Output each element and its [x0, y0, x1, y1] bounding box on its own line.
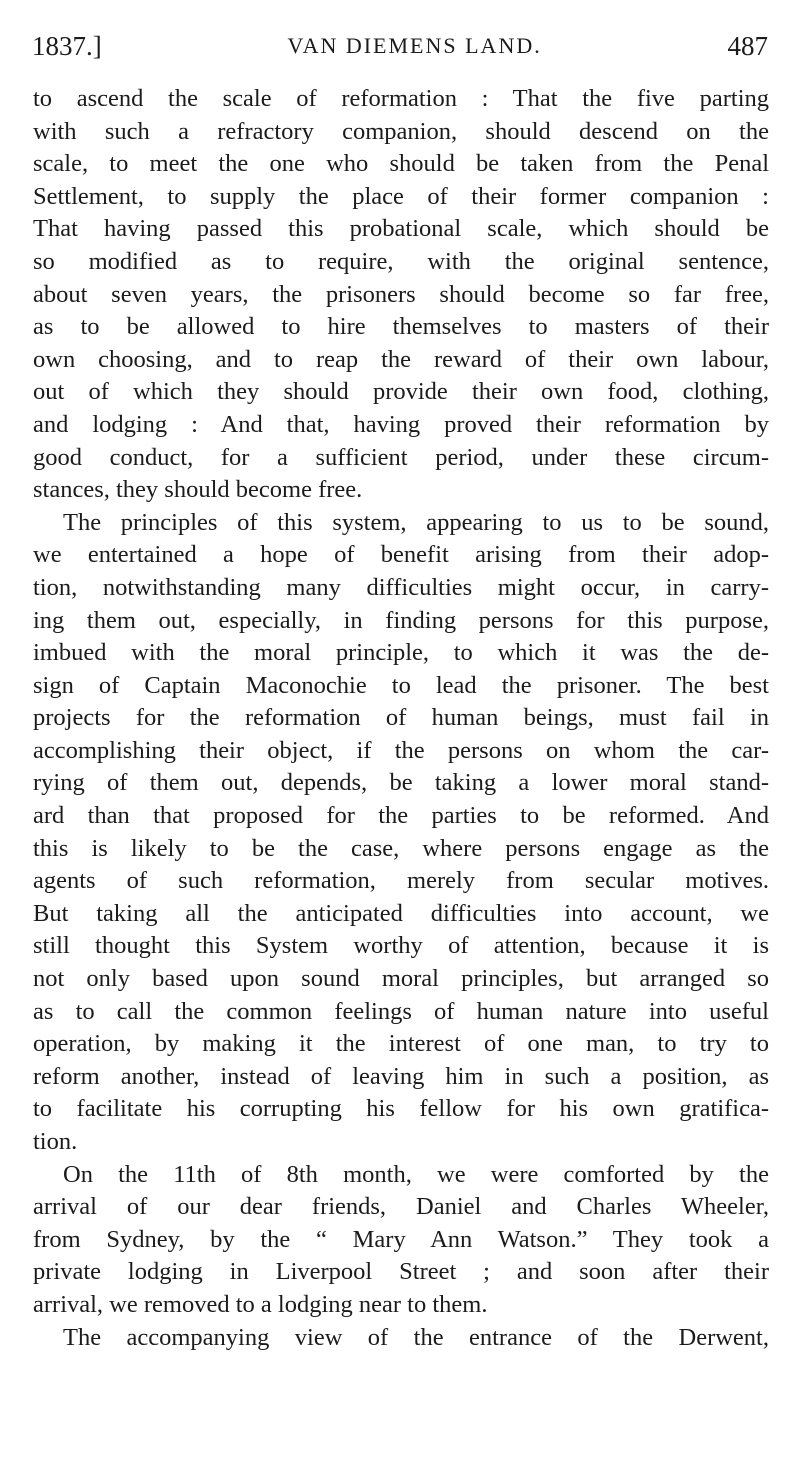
body-text: [33, 83, 769, 1354]
text-line: we entertained a hope of benefit arising from their adop-: [33, 541, 769, 569]
text-line: accomplishing their object, if the persons on whom the car-: [33, 736, 769, 764]
text-line: arrival of our dear friends, Daniel and Charles Wheeler,: [33, 1193, 769, 1221]
text-line: tion.: [33, 1128, 78, 1155]
text-line: from Sydney, by the “ Mary Ann Watson.” They took a: [33, 1225, 769, 1253]
text-line: The principles of this system, appearing to us to be sound,: [63, 508, 769, 536]
text-line: to facilitate his corrupting his fellow for his own gratifica-: [33, 1095, 769, 1123]
text-line: own choosing, and to reap the reward of their own labour,: [33, 345, 769, 373]
text-line: not only based upon sound moral principles, but arranged so: [33, 965, 769, 993]
text-line: and lodging : And that, having proved their reformation by: [33, 410, 769, 438]
text-line: rying of them out, depends, be taking a lower moral stand-: [33, 769, 769, 797]
text-line: with such a refractory companion, should descend on the: [33, 117, 769, 145]
text-line: ing them out, especially, in finding persons for this purpose,: [33, 606, 769, 634]
text-line: sign of Captain Maconochie to lead the prisoner. The best: [33, 671, 769, 699]
text-line: so modified as to require, with the original sentence,: [33, 247, 769, 275]
text-line: operation, by making it the interest of one man, to try to: [33, 1030, 769, 1058]
text-line: scale, to meet the one who should be taken from the Penal: [33, 150, 769, 178]
header-year: 1837.]: [32, 30, 102, 61]
text-line: out of which they should provide their own food, clothing,: [33, 378, 769, 406]
text-line: this is likely to be the case, where persons engage as the: [33, 834, 769, 862]
page-number: 487: [727, 30, 768, 61]
text-line: reform another, instead of leaving him in such a position, as: [33, 1062, 769, 1090]
text-line: agents of such reformation, merely from secular motives.: [33, 867, 769, 895]
running-head: [32, 24, 768, 68]
text-line: still thought this System worthy of attention, because it is: [33, 932, 769, 960]
text-line: But taking all the anticipated difficulties into account, we: [33, 899, 769, 927]
text-line: private lodging in Liverpool Street ; and soon after their: [33, 1258, 769, 1286]
text-line: projects for the reformation of human beings, must fail in: [33, 704, 769, 732]
text-line: imbued with the moral principle, to which it was the de-: [33, 639, 769, 667]
text-line: good conduct, for a sufficient period, under these circum-: [33, 443, 769, 471]
text-line: tion, notwithstanding many difficulties might occur, in carry-: [33, 573, 769, 601]
text-line: ard than that proposed for the parties to be reformed. And: [33, 802, 769, 830]
text-line: That having passed this probational scale, which should be: [33, 215, 769, 243]
text-line: On the 11th of 8th month, we were comforted by the: [63, 1160, 769, 1188]
text-line: as to be allowed to hire themselves to masters of their: [33, 313, 769, 341]
text-line: Settlement, to supply the place of their former companion :: [33, 182, 769, 210]
text-line: arrival, we removed to a lodging near to them.: [33, 1290, 488, 1318]
text-line: stances, they should become free.: [33, 476, 363, 504]
text-line: to ascend the scale of reformation : That the five parting: [33, 85, 769, 112]
text-line: The accompanying view of the entrance of the Derwent,: [63, 1323, 769, 1351]
text-line: as to call the common feelings of human nature into useful: [33, 997, 769, 1025]
text-line: about seven years, the prisoners should become so far free,: [33, 280, 769, 308]
header-title: VAN DIEMENS LAND.: [287, 33, 542, 58]
